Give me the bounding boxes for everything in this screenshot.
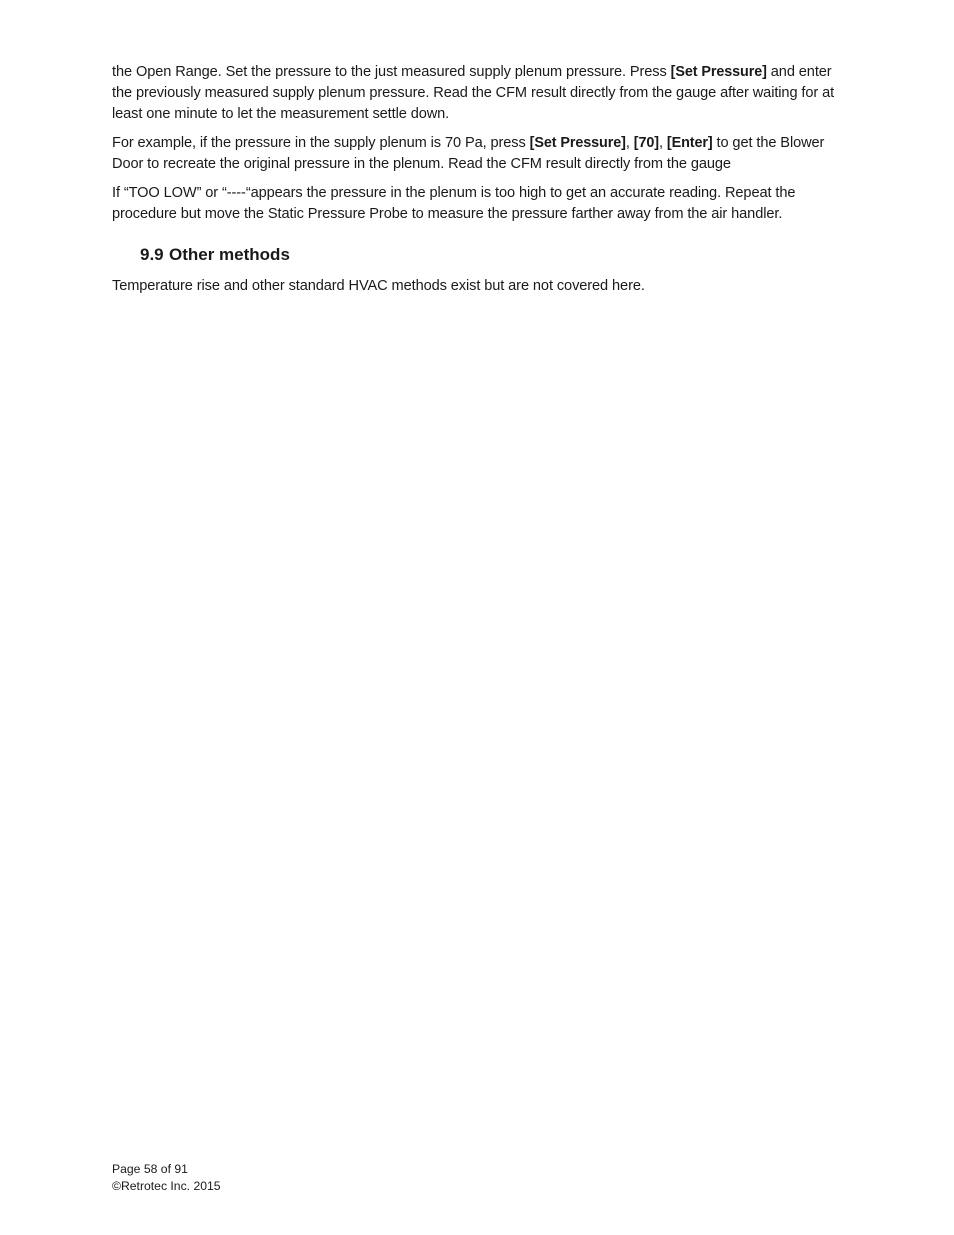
enter-key: [Enter]	[666, 135, 713, 151]
paragraph-text: the Open Range. Set the pressure to the just measured supply plenum pressure. Press	[112, 64, 671, 80]
page-footer	[112, 1161, 221, 1195]
paragraph-text: and enter the previously measured supply plenum pressure. Read the CFM result directly from the gauge after waiting for at least one minute to let the measurement settle down.	[112, 64, 835, 122]
page-number: Page 58 of 91	[112, 1162, 188, 1176]
paragraph-text: to get the Blower Door to recreate the original pressure in the plenum. Read the CFM result directly from the gauge	[112, 135, 825, 172]
section-body	[112, 276, 847, 297]
set-pressure-key: [Set Pressure]	[529, 135, 626, 151]
document-body	[112, 62, 847, 305]
paragraph-text: For example, if the pressure in the supply plenum is 70 Pa, press	[112, 135, 530, 151]
set-pressure-key: [Set Pressure]	[670, 64, 767, 80]
paragraph-too-low	[112, 183, 847, 225]
paragraph-text: Temperature rise and other standard HVAC methods exist but are not covered here.	[112, 278, 645, 294]
section-heading	[140, 244, 847, 266]
section-number: 9.9	[140, 245, 164, 264]
paragraph-set-pressure	[112, 62, 847, 125]
value-key: [70]	[633, 135, 659, 151]
paragraph-example	[112, 133, 847, 175]
separator: ,	[658, 135, 667, 151]
separator: ,	[625, 135, 634, 151]
copyright-notice: ©Retrotec Inc. 2015	[112, 1179, 221, 1193]
section-title: Other methods	[169, 245, 290, 264]
paragraph-text: If “TOO LOW” or “----“appears the pressure in the plenum is too high to get an accurate reading. Repeat the procedure but move the Static Pressure Probe to measure the pressure farther away from the air handler.	[112, 185, 796, 222]
